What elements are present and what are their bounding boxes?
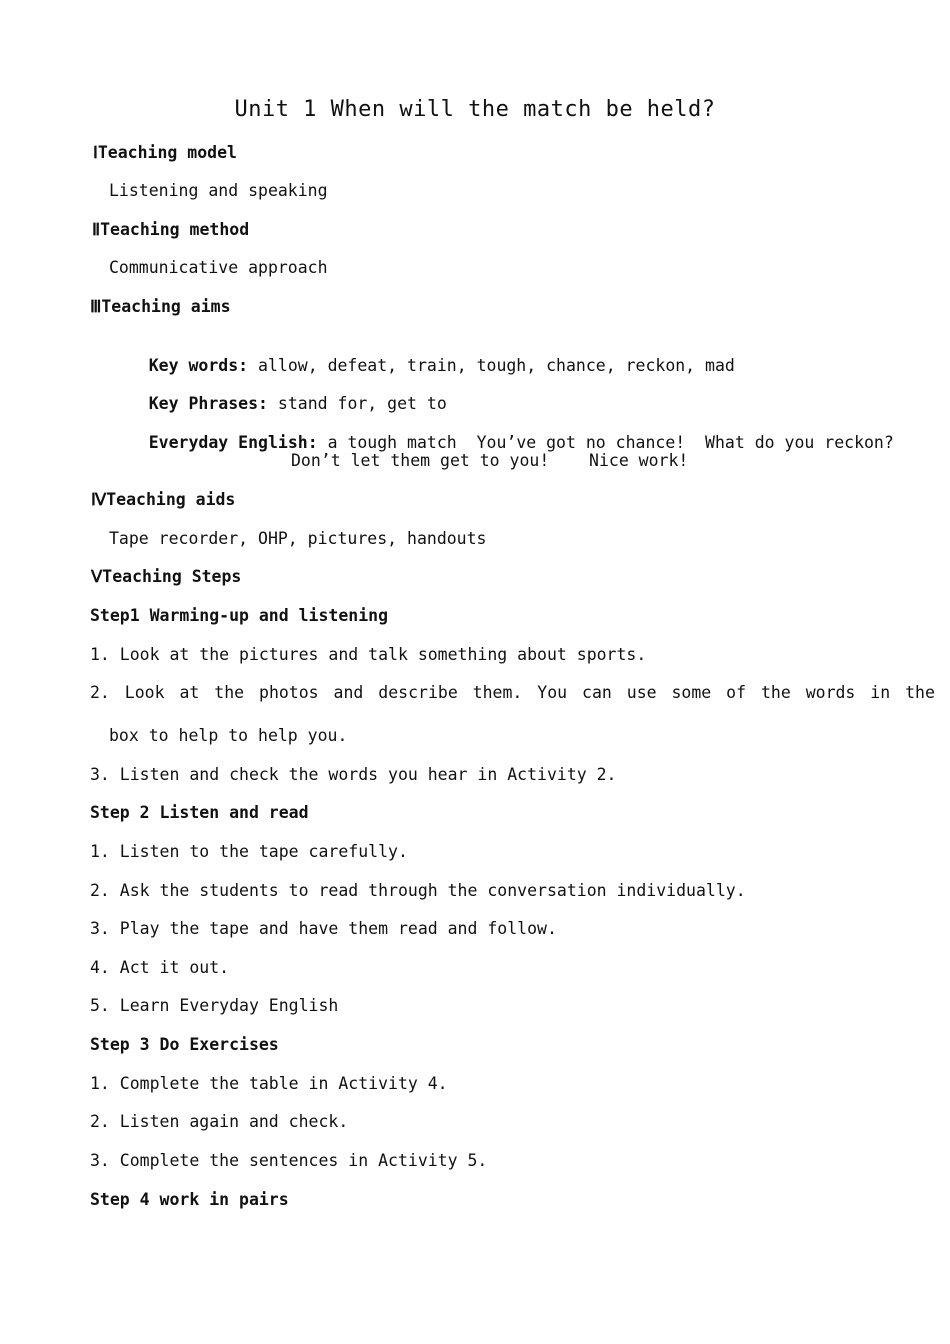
list-item: 4. Act it out.	[90, 958, 230, 977]
key-phrases-value: stand for, get to	[267, 394, 447, 413]
teaching-aids-text: Tape recorder, OHP, pictures, handouts	[109, 529, 487, 548]
list-item: 2. Listen again and check.	[90, 1112, 349, 1131]
section-heading-teaching-aids: ⅣTeaching aids	[91, 490, 236, 509]
section-heading-teaching-model: ⅠTeaching model	[93, 143, 237, 162]
key-words-value: allow, defeat, train, tough, chance, reckon, mad	[248, 356, 735, 375]
list-item: 3. Play the tape and have them read and follow.	[90, 919, 557, 938]
page-title: Unit 1 When will the match be held?	[234, 97, 716, 122]
key-words-label: Key words:	[148, 356, 249, 375]
list-item: 3. Listen and check the words you hear in Activity 2.	[90, 765, 617, 784]
list-item: 5. Learn Everyday English	[90, 996, 339, 1015]
section-heading-teaching-aims: ⅢTeaching aims	[90, 297, 231, 316]
section-heading-teaching-method: ⅡTeaching method	[92, 220, 250, 239]
list-item: 2. Look at the photos and describe them. You can use some of the words in the	[90, 683, 935, 702]
everyday-english-value-continued: Don’t let them get to you! Nice work!	[291, 451, 689, 470]
list-item: 1. Listen to the tape carefully.	[90, 842, 408, 861]
teaching-method-text: Communicative approach	[109, 258, 328, 277]
list-item: 3. Complete the sentences in Activity 5.	[90, 1151, 488, 1170]
teaching-model-text: Listening and speaking	[109, 181, 328, 200]
list-item: 1. Complete the table in Activity 4.	[90, 1074, 448, 1093]
list-item: 2. Ask the students to read through the conversation individually.	[90, 881, 746, 900]
step2-heading: Step 2 Listen and read	[90, 803, 309, 822]
list-item-continued: box to help to help you.	[109, 726, 348, 745]
key-phrases-label: Key Phrases:	[148, 394, 268, 413]
everyday-english-value: a tough match You’ve got no chance! What do you reckon?	[317, 433, 894, 452]
list-item: 1. Look at the pictures and talk something about sports.	[90, 645, 647, 664]
step4-heading: Step 4 work in pairs	[90, 1190, 289, 1209]
step1-heading: Step1 Warming-up and listening	[90, 606, 389, 625]
everyday-english-label: Everyday English:	[148, 433, 318, 452]
section-heading-teaching-steps: ⅤTeaching Steps	[91, 567, 242, 586]
step3-heading: Step 3 Do Exercises	[90, 1035, 279, 1054]
